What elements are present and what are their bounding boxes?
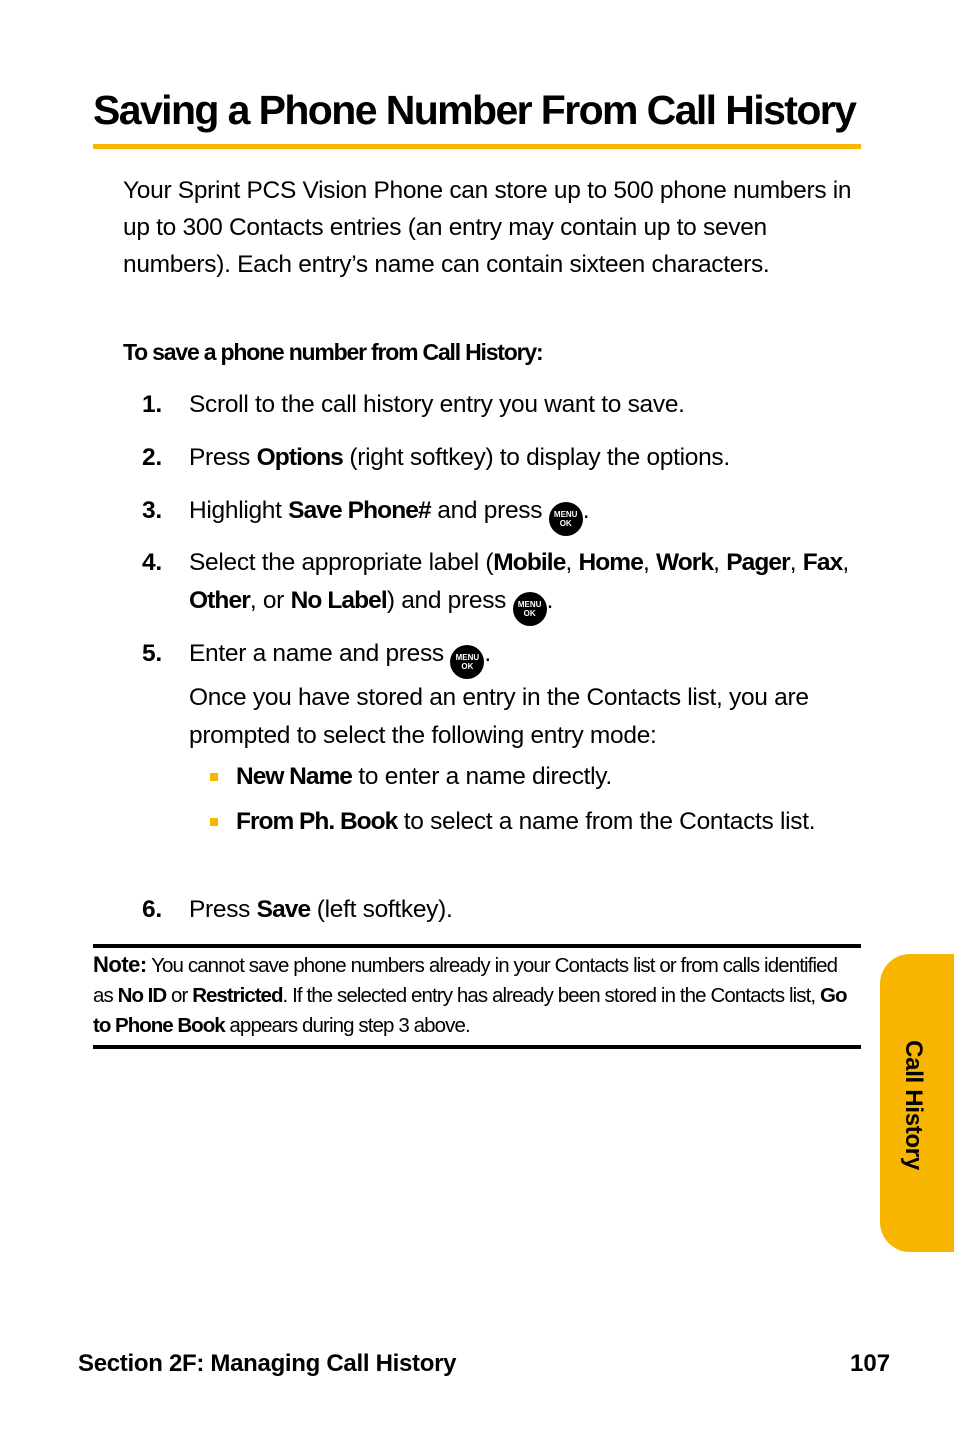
title-underline (93, 144, 861, 149)
menu-ok-key-icon: MENU OK (513, 592, 547, 626)
step-number: 6. (142, 896, 162, 923)
save-phone-option-label: Save Phone# (288, 497, 431, 524)
options-key-label: Options (256, 444, 343, 471)
step-text: Enter a name and press MENU OK . Once you have stored an entry in the Contacts list, you are prompted to select the following entry mode: (189, 640, 809, 749)
new-name-option-label: New Name (236, 763, 352, 790)
footer-section-title: Section 2F: Managing Call History (78, 1350, 457, 1377)
steps-heading: To save a phone number from Call History: (123, 339, 543, 365)
note-bottom-rule (93, 1045, 861, 1049)
note-top-rule (93, 944, 861, 948)
side-tab-label: Call History (900, 1040, 927, 1170)
bullet-icon (210, 773, 218, 781)
step-number: 1. (142, 391, 162, 418)
note-box: Note: You cannot save phone numbers already in your Contacts list or from calls identified as No ID or Restricted. If the selected entry has already been stored in the Contacts list, Go to Phone Book appears during step 3 above. (93, 952, 847, 1037)
label-option: Home (578, 549, 643, 576)
step-text: Select the appropriate label (Mobile, Home, Work, Pager, Fax, Other, or No Label) and press MENU OK . (189, 544, 861, 626)
label-option: Pager (726, 549, 790, 576)
step-number: 5. (142, 640, 162, 667)
step-text: Highlight Save Phone# and press MENU OK . (189, 492, 861, 536)
step-number: 4. (142, 549, 162, 576)
menu-ok-key-icon: MENU OK (450, 645, 484, 679)
save-key-label: Save (256, 896, 311, 923)
note-label: Note: (93, 952, 147, 977)
label-option: Fax (802, 549, 843, 576)
bullet-icon (210, 818, 218, 826)
menu-ok-key-icon: MENU OK (549, 502, 583, 536)
label-option: Other (189, 587, 250, 614)
label-option: No Label (290, 587, 387, 614)
step-number: 3. (142, 497, 162, 524)
step-text: Press Save (left softkey). (189, 896, 453, 923)
intro-paragraph: Your Sprint PCS Vision Phone can store up to 500 phone numbers in up to 300 Contacts entries (an entry may contain up to seven numbers). Each entry’s name can contain sixteen characters. (123, 177, 852, 278)
step-text: Press Options (right softkey) to display the options. (189, 444, 730, 471)
label-option: Work (655, 549, 714, 576)
step-text: Scroll to the call history entry you want to save. (189, 391, 685, 418)
page-number: 107 (850, 1350, 891, 1377)
label-option: Mobile (493, 549, 566, 576)
from-ph-book-option-label: From Ph. Book (236, 808, 398, 835)
step-number: 2. (142, 444, 162, 471)
page-title: Saving a Phone Number From Call History (93, 87, 856, 133)
